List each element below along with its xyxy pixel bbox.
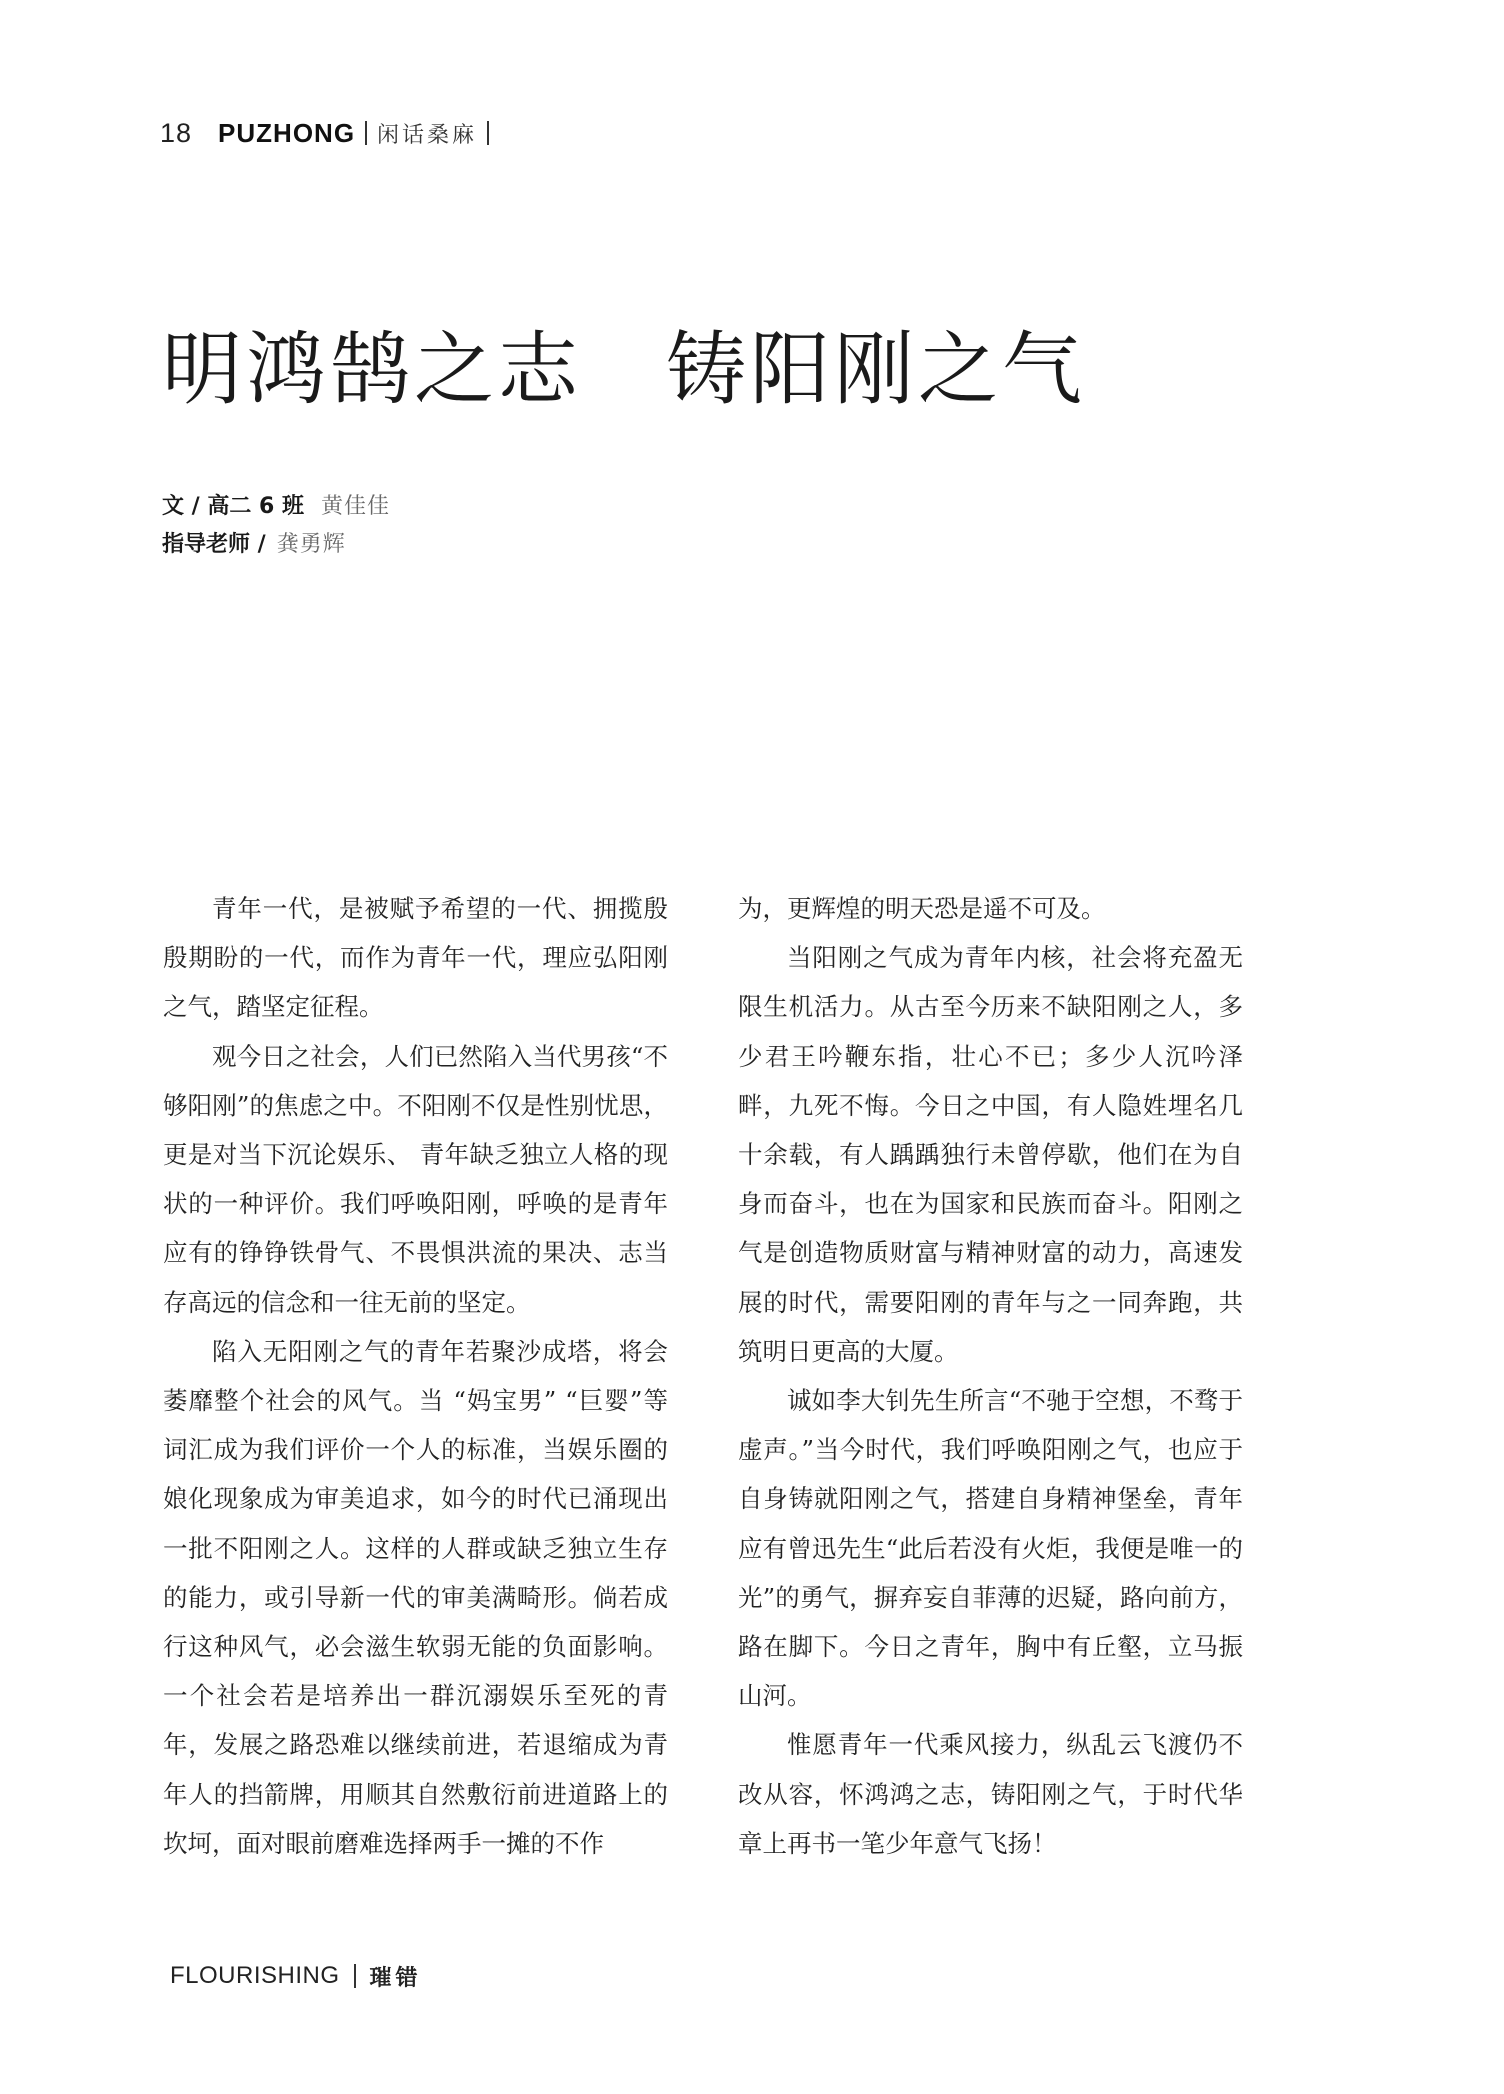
body-column-left: [163, 884, 668, 1868]
paragraph: 惟愿青年一代乘风接力，纵乱云飞渡仍不改从容，怀鸿鸿之志，铸阳刚之气，于时代华章上再书一笔少年意气飞扬！: [738, 1730, 1243, 1858]
magazine-brand: PUZHONG: [218, 117, 356, 148]
divider: [354, 1964, 356, 1988]
paragraph: 观今日之社会，人们已然陷入当代男孩“不够阳刚”的焦虑之中。不阳刚不仅是性别忧思，更是对当下沉论娱乐、 青年缺乏独立人格的现状的一种评价。我们呼唤阳刚，呼唤的是青年应有的铮铮铁骨气、不畏惧洪流的果决、志当存高远的信念和一往无前的坚定。: [163, 1041, 668, 1317]
paragraph-continuation: 为，更辉煌的明天恐是遥不可及。: [738, 894, 1106, 923]
paragraph: 当阳刚之气成为青年内核，社会将充盈无限生机活力。从古至今历来不缺阳刚之人，多少君王吟鞭东指，壮心不已；多少人沉吟泽畔，九死不悔。今日之中国，有人隐姓埋名几十余载，有人踽踽独行未曾停歇，他们在为自身而奋斗，也在为国家和民族而奋斗。阳刚之气是创造物质财富与精神财富的动力，高速发展的时代，需要阳刚的青年与之一同奔跑，共筑明日更高的大厦。: [738, 943, 1243, 1366]
byline: [162, 488, 390, 564]
advisor-label: 指导老师 /: [162, 532, 266, 557]
author-line: [162, 488, 390, 526]
magazine-name-en: FLOURISHING: [170, 1962, 340, 1989]
author-label: 文 / 高二 6 班: [162, 494, 304, 519]
body-column-right: [738, 884, 1243, 1868]
advisor-line: [162, 526, 390, 564]
page-footer: [170, 1958, 422, 1994]
paragraph: 青年一代，是被赋予希望的一代、拥揽殷殷期盼的一代，而作为青年一代，理应弘阳刚之气，踏坚定征程。: [163, 894, 668, 1022]
magazine-name-cn: 璀错: [369, 1965, 422, 1991]
divider: [365, 121, 367, 145]
author-name: 黄佳佳: [320, 494, 390, 519]
divider: [487, 121, 489, 145]
section-name: 闲话桑麻: [377, 122, 478, 148]
page-header: [160, 113, 499, 153]
paragraph: 诚如李大钊先生所言“不驰于空想，不骛于虚声。”当今时代，我们呼唤阳刚之气，也应于自身铸就阳刚之气，搭建自身精神堡垒，青年应有曾迅先生“此后若没有火炬，我便是唯一的光”的勇气，摒弃妄自菲薄的迟疑，路向前方，路在脚下。今日之青年，胸中有丘壑，立马振山河。: [738, 1386, 1243, 1711]
paragraph: 陷入无阳刚之气的青年若聚沙成塔，将会萎靡整个社会的风气。当 “妈宝男” “巨婴”等词汇成为我们评价一个人的标准，当娱乐圈的娘化现象成为审美追求，如今的时代已涌现出一批不阳刚之人。这样的人群或缺乏独立生存的能力，或引导新一代的审美满畸形。倘若成行这种风气，必会滋生软弱无能的负面影响。一个社会若是培养出一群沉溺娱乐至死的青年，发展之路恐难以继续前进，若退缩成为青年人的挡箭牌，用顺其自然敷衍前进道路上的坎坷，面对眼前磨难选择两手一摊的不作: [163, 1336, 668, 1858]
advisor-name: 龚勇辉: [276, 532, 346, 557]
article-title: 明鸿鹄之志 铸阳刚之气: [162, 323, 1086, 416]
page-number: 18: [160, 117, 193, 148]
